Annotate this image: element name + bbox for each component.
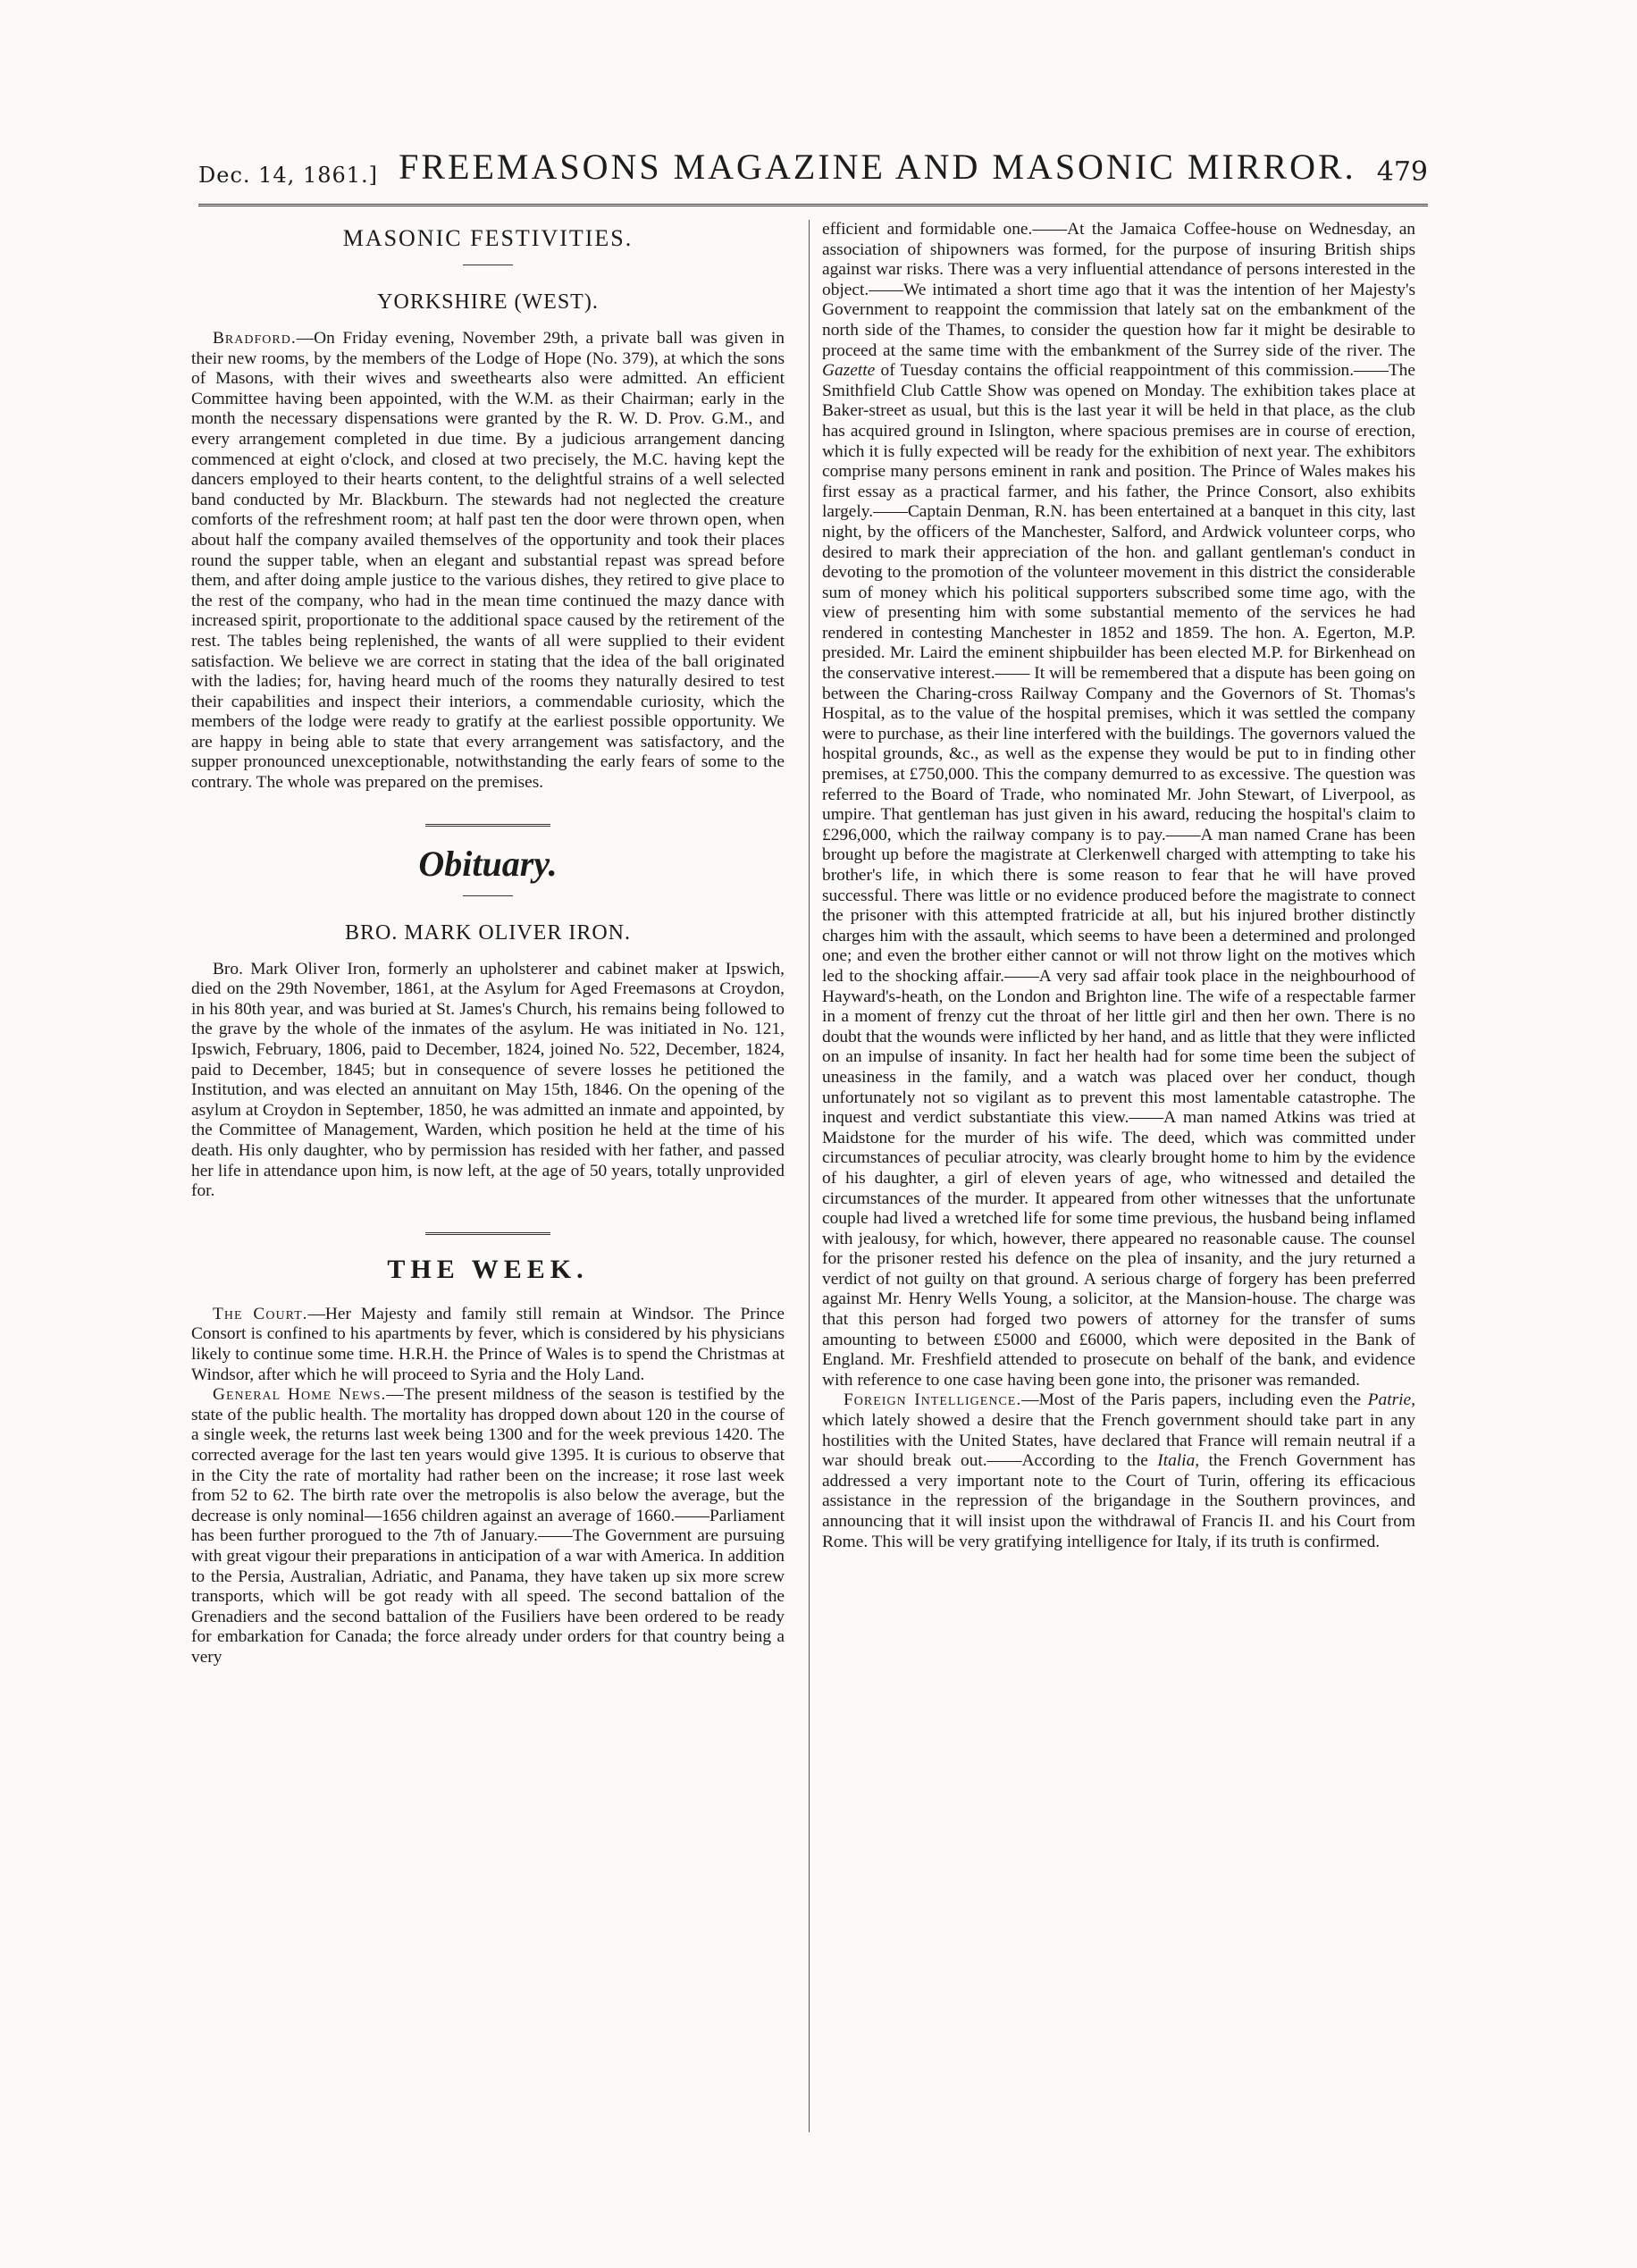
home-news-body: —The present mildness of the season is testified by the state of the public health. The mortality has dropped down about 120 in the course of a single week, the returns last week being 1300 and for the week previous 1420. The corrected average for the last ten years would give 1395. It is curious to observe that in the City the rate of mortality had rather been on the increase; it rose last week from 52 to 62. The birth rate over the metropolis is also below the average, but the decrease is only nominal—1656 children against an average of 1660.——Parliament has been further prorogued to the 7th of January.——The Government are pursuing with great vigour their preparations in anticipation of a war with America. In addition to the Persia, Australian, Adriatic, and Panama, they have taken up six more screw transports, which will be got ready with all speed. The second battalion of the Grenadiers and the second battalion of the Fusiliers have been ordered to be ready for embarkation for Canada; the force already under orders for that country being a very xyxy=(191,1385,785,1667)
obituary-body: Bro. Mark Oliver Iron, formerly an upholsterer and cabinet maker at Ipswich, died on the 29th November, 1861, at the Asylum for Aged Freemasons at Croydon, in his 80th year, and was buried at St. James's Church, his remains being followed to the grave by the whole of the inmates of the asylum. He was initiated in No. 121, Ipswich, February, 1806, paid to December, 1824, joined No. 522, December, 1824, paid to December, 1845; but in consequence of severe losses he petitioned the Institution, and was elected an annuitant on May 15th, 1846. On the opening of the asylum at Croydon in September, 1850, he was admitted an inmate and appointed, by the Committee of Management, Warden, which position he held at the time of his death. His only daughter, who by permission has resided with her father, and passed her life in attendance upon him, is now left, at the age of 50 years, totally unprovided for. xyxy=(191,959,785,1201)
foreign-paragraph xyxy=(822,1390,1415,1552)
week-title: THE WEEK. xyxy=(387,1254,589,1284)
week-continued-paragraph xyxy=(822,220,1415,1390)
patrie-italic: Patrie, xyxy=(1367,1390,1415,1410)
obituary-rule xyxy=(425,824,550,830)
foreign-body-2: which lately showed a desire that the French government should take part in any hostilities with the United States, have declared that France will remain neutral if a war should break out.——According to the xyxy=(822,1411,1415,1471)
week-rule xyxy=(425,1232,550,1239)
home-news-paragraph xyxy=(191,1385,785,1667)
left-column xyxy=(191,225,785,1667)
obituary-title-rule xyxy=(463,895,513,896)
header-title: FREEMASONS MAGAZINE AND MASONIC MIRROR. xyxy=(399,147,1356,187)
week-continued-part-1: efficient and formidable one.——At the Jamaica Coffee-house on Wednesday, an association of shipowners was formed, for the purpose of insuring British ships against war risks. There was a very influential attendance of persons interested in the object.——We intimated a short time ago that it was the intention of her Majesty's Government to reappoint the commission that lately sat on the embankment of the north side of the Thames, to consider the question how far it might be desirable to proceed at the same time with the embankment of the Surrey side of the river. The xyxy=(822,220,1415,360)
column-divider xyxy=(809,220,810,2132)
italia-italic: Italia, xyxy=(1157,1451,1200,1471)
festivities-subtitle: YORKSHIRE (WEST). xyxy=(377,290,599,314)
page-header xyxy=(198,134,1428,188)
obituary-title: Obituary. xyxy=(418,843,558,884)
festivities-lead: Bradford. xyxy=(213,329,297,348)
foreign-lead: Foreign Intelligence. xyxy=(844,1390,1022,1410)
court-body: —Her Majesty and family still remain at Windsor. The Prince Consort is confined to his apartments by fever, which is considered by his physicians likely to continue some time. H.R.H. the Prince of Wales is to spend the Christmas at Windsor, after which he will proceed to Syria and the Holy Land. xyxy=(191,1304,785,1384)
festivities-paragraph xyxy=(191,329,785,794)
header-rule xyxy=(198,204,1428,212)
court-lead: The Court. xyxy=(213,1304,308,1323)
foreign-body-1: —Most of the Paris papers, including even the xyxy=(1021,1390,1368,1410)
obituary-subtitle: BRO. MARK OLIVER IRON. xyxy=(344,920,631,945)
page-number: 479 xyxy=(1376,156,1428,188)
week-continued-part-2: of Tuesday contains the official reappointment of this commission.——The Smithfield Club Cattle Show was opened on Monday. The exhibition takes place at Baker-street as usual, but this is the last year it will be held in that place, as the club has acquired ground in Islington, where spacious premises are in course of erection, which it is fully expected will be ready for the exhibition of next year. The exhibitors comprise many persons eminent in rank and position. The Prince of Wales makes his first essay as a practical farmer, and his father, the Prince Consort, also exhibits largely.——Captain Denman, R.N. has been entertained at a banquet in this city, last night, by the officers of the Manchester, Salford, and Ardwick volunteer corps, who desired to mark their appreciation of the hon. and gallant gentleman's conduct in devoting to the promotion of the volunteer movement in this district the considerable sum of money which his political supporters subscribed some time ago, with the view of presenting him with some substantial memento of the services he had rendered in contesting Manchester in 1852 and 1859. The hon. A. Egerton, M.P. presided. Mr. Laird the eminent shipbuilder has been elected M.P. for Birkenhead on the conservative interest.—— It will be remembered that a dispute has been going on between the Charing-cross Railway Company and the Governors of St. Thomas's Hospital, as to the value of the hospital premises, which it was settled the company were to purchase, as their line interfered with the buildings. The governors valued the hospital grounds, &c., as well as the expense they would be put to in finding other premises, at £750,000. This the company demurred to as excessive. The question was referred to the Board of Trade, who nominated Mr. John Stewart, of Liverpool, as umpire. That gentleman has just given in his award, reducing the hospital's claim to £296,000, which the railway company is to pay.——A man named Crane has been brought up before the magistrate at Clerkenwell charged with attempting to take his brother's life, in which there is some reason to fear that he will have proved successful. There was little or no evidence produced before the magistrate to connect the prisoner with this attempted fratricide at all, but his injured brother distinctly charges him with the assault, which seems to have been a determined and prolonged one; and even the brother either cannot or will not throw light on the motives which led to the shocking affair.——A very sad affair took place in the neighbourhood of Hayward's-heath, on the London and Brighton line. The wife of a respectable farmer in a moment of frenzy cut the throat of her little girl and then her own. There is no doubt that the wounds were inflicted by her hand, and as little that they were inflicted on an impulse of insanity. In fact her health had for some time been the subject of uneasiness in the family, and a watch was placed over her conduct, though unfortunately not so vigilant as to prevent this most lamentable catastrophe. The inquest and verdict substantiate this view.——A man named Atkins was tried at Maidstone for the murder of his wife. The deed, which was committed under circumstances of peculiar atrocity, was clearly brought home to him by the evidence of his daughter, a girl of eleven years of age, who witnessed and detailed the circumstances of the murder. It appeared from other witnesses that the unfortunate couple had lived a wretched life for some time previous, the husband being inflamed with jealousy, for which, however, there appeared no reasonable cause. The counsel for the prisoner rested his defence on the plea of insanity, and the jury returned a verdict of not guilty on that ground. A serious charge of forgery has been preferred against Mr. Henry Wells Young, a solicitor, at the Mansion-house. The charge was that this person had forged two powers of attorney for the transfer of sums amounting to between £5000 and £6000, which were deposited in the Bank of England. Mr. Freshfield attended to prosecute on behalf of the bank, and evidence with reference to one case having been gone into, the prisoner was remanded. xyxy=(822,361,1415,1390)
home-news-lead: General Home News. xyxy=(213,1385,387,1405)
gazette-italic: Gazette xyxy=(822,361,876,381)
court-paragraph xyxy=(191,1305,785,1385)
festivities-title: MASONIC FESTIVITIES. xyxy=(342,225,634,251)
festivities-body: —On Friday evening, November 29th, a private ball was given in their new rooms, by the members of the Lodge of Hope (No. 379), at which the sons of Masons, with their wives and sweethearts also were admitted. An efficient Committee having been appointed, with the W.M. as their Chairman; early in the month the necessary dispensations were granted by the R. W. D. Prov. G.M., and every arrangement completed in due time. By a judicious arrangement dancing commenced at eight o'clock, and closed at two precisely, the M.C. having kept the dancers employed to their hearts content, to the delightful strains of a well selected band conducted by Mr. Blackburn. The stewards had not neglected the creature comforts of the refreshment room; at half past ten the door were thrown open, when about half the company availed themselves of the opportunity and took their places round the supper table, when an elegant and substantial repast was spread before them, and after doing ample justice to the various dishes, they retired to give place to the rest of the company, who had in the mean time continued the mazy dance with increased spirit, proportionate to the additional space caused by the retirement of the rest. The tables being replenished, the wants of all were supplied to their evident satisfaction. We believe we are correct in stating that the idea of the ball originated with the ladies; for, having heard much of the rooms they naturally desired to test their capabilities and inspect their interiors, a commendable curiosity, which the members of the lodge were ready to gratify at the earliest possible opportunity. We are happy in being able to state that every arrangement was satisfactory, and the supper pronounced unexceptionable, notwithstanding the early fears of some to the contrary. The whole was prepared on the premises. xyxy=(191,329,785,793)
right-column xyxy=(822,220,1415,1552)
header-date: Dec. 14, 1861.] xyxy=(198,163,379,188)
foreign-body-3: the French Government has addressed a very important note to the Court of Turin, offering its efficacious assistance in the repression of the brigandage in the Southern provinces, and announcing that it will insist upon the withdrawal of Francis II. and his Court from Rome. This will be very gratifying intelligence for Italy, if its truth is confirmed. xyxy=(822,1451,1416,1551)
